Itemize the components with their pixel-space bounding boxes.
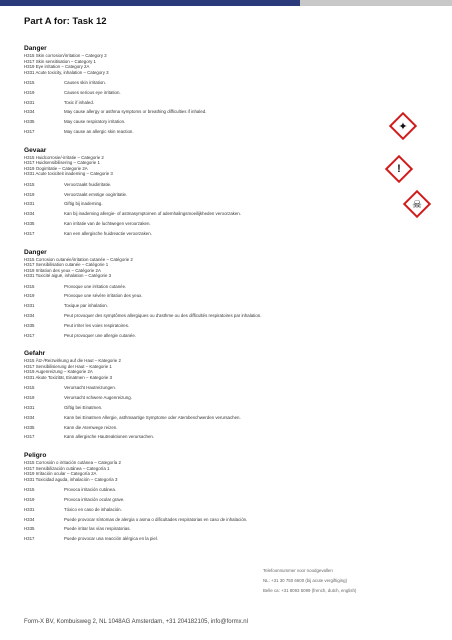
hazard-text: May cause allergy or asthma symptoms or breathing difficulties if inhaled. — [64, 109, 207, 115]
hazard-code: H319 — [24, 89, 35, 95]
classification-line: H315 Corrosion cutanée/irritation cutanée – Catégorie 2 — [24, 256, 133, 262]
hazard-statement-row — [24, 413, 404, 423]
hazard-text: Kann allergische Hautreaktionen verursachen. — [64, 434, 155, 440]
hazard-text: Toxic if inhaled. — [64, 99, 95, 105]
pictogram-symbol: ✦ — [398, 120, 408, 133]
hazard-code: H335 — [24, 424, 35, 430]
hazard-text: Kan een allergische huidreactie veroorzaken. — [64, 230, 152, 236]
hazard-statement-row — [24, 393, 404, 403]
hazard-text: Provoque une irritation cutanée. — [64, 283, 127, 289]
hazard-statement-row — [24, 515, 404, 525]
hazard-text: Causes serious eye irritation. — [64, 89, 121, 95]
classification-line: H315 Ätz-/Reizwirkung auf die Haut – Kategorie 2 — [24, 358, 121, 364]
hazard-code: H319 — [24, 395, 35, 401]
hazard-text: Puede provocar una reacción alérgica en la piel. — [64, 536, 158, 542]
classification-list — [24, 257, 404, 279]
classification-line: H317 Huidsensibilisering – Categorie 1 — [24, 160, 100, 166]
hazard-code: H319 — [24, 293, 35, 299]
classification-line: H319 Irritación ocular – Categoría 2A — [24, 471, 97, 477]
hazard-statement-row — [24, 301, 404, 311]
hazard-statement-row — [24, 229, 404, 239]
classification-line: H331 Acute toxiciteit inademing – Categorie 3 — [24, 171, 113, 177]
top-accent-bar-right — [300, 0, 452, 6]
footer-company-info: Form-X BV, Kombuisweg 2, NL 1048AG Amsterdam, +31 204182105, info@formx.nl — [24, 619, 248, 625]
hazard-statement-row — [24, 219, 404, 229]
hazard-statement-row — [24, 495, 404, 505]
hazard-text: Kan bij inademing allergie- of astmasymptomen of ademhalingsmoeilijkheden veroorzaken. — [64, 211, 241, 217]
hazard-statement-row — [24, 180, 404, 190]
hazard-code: H319 — [24, 191, 35, 197]
hazard-text: Kan irritatie van de luchtwegen veroorzaken. — [64, 220, 151, 226]
hazard-statement-row — [24, 485, 404, 495]
classification-list — [24, 155, 404, 177]
classification-line: H331 Toxicidad aguda, inhalación – Categoría 3 — [24, 476, 118, 482]
hazard-code: H317 — [24, 536, 35, 542]
hazard-code: H335 — [24, 322, 35, 328]
hazard-statement-row — [24, 117, 404, 127]
hazard-code: H315 — [24, 487, 35, 493]
hazard-code: H334 — [24, 211, 35, 217]
classification-line: H315 Huidcorrosie/-irritatie – Categorie 2 — [24, 154, 104, 160]
contact-heading: Telefoonnummer voor noodgevallen — [263, 568, 333, 573]
hazard-statement-row — [24, 432, 404, 442]
hazard-statement-row — [24, 282, 404, 292]
hazard-text: Verursacht schwere Augenreizung. — [64, 395, 132, 401]
hazard-text: Kann bei Einatmen Allergie, asthmaartige Symptome oder Atembeschwerden verursachen. — [64, 414, 241, 420]
language-section — [24, 349, 404, 442]
hazard-text: Peut provoquer une allergie cutanée. — [64, 332, 137, 338]
hazard-text: Veroorzaakt huidirritatie. — [64, 181, 112, 187]
hazard-text: Provoque une sévère irritation des yeux. — [64, 293, 143, 299]
top-accent-bar-left — [0, 0, 300, 6]
classification-list — [24, 460, 404, 482]
section-title: Danger — [24, 248, 47, 256]
classification-line: H319 Irritation des yeux – Catégorie 2A — [24, 267, 101, 273]
hazard-text: Provoca irritación cutánea. — [64, 487, 116, 493]
language-section — [24, 451, 404, 544]
hazard-text: May cause respiratory irritation. — [64, 119, 126, 125]
hazard-statement-row — [24, 505, 404, 515]
hazard-text: Peut irriter les voies respiratoires. — [64, 322, 130, 328]
hazard-code: H317 — [24, 230, 35, 236]
skull-crossbones-icon — [403, 190, 431, 218]
top-accent-bar — [0, 0, 452, 6]
section-title: Gefahr — [24, 350, 46, 358]
hazard-statement-row — [24, 524, 404, 534]
classification-line: H317 Sensibilización cutánea – Categoría 1 — [24, 465, 110, 471]
hazard-code: H331 — [24, 99, 35, 105]
hazard-text: May cause an allergic skin reaction. — [64, 128, 134, 134]
hazard-code: H319 — [24, 496, 35, 502]
classification-line: H317 Sensibilisation cutanée – Catégorie 1 — [24, 262, 109, 268]
classification-line: H317 Skin sensitisation – Category 1 — [24, 58, 96, 64]
section-title: Peligro — [24, 452, 47, 460]
classification-line: H315 Corrosión o irritación cutánea – Categoría 2 — [24, 460, 121, 466]
hazard-text: Giftig bij inademing. — [64, 201, 103, 207]
section-title: Gevaar — [24, 146, 47, 154]
hazard-code: H315 — [24, 181, 35, 187]
contact-line-nl: NL: +31 30 750 6600 (bij acute vergiftiging) — [263, 578, 348, 583]
contact-line-be: Belle ca: +31 8093 5099 (french, dutch, english) — [263, 588, 357, 593]
hazard-code: H317 — [24, 128, 35, 134]
document-title: Part A for: Task 12 — [24, 16, 107, 27]
hazard-statement-row — [24, 331, 404, 341]
hazard-statement-row — [24, 98, 404, 108]
health-hazard-icon — [389, 112, 417, 140]
hazard-statement-row — [24, 78, 404, 88]
hazard-statement-row — [24, 88, 404, 98]
hazard-code: H334 — [24, 312, 35, 318]
hazard-text: Verursacht Hautreizungen. — [64, 385, 116, 391]
classification-list — [24, 53, 404, 75]
hazard-statement-row — [24, 534, 404, 544]
classification-list — [24, 358, 404, 380]
classification-line: H319 Eye irritation – Category 2A — [24, 64, 90, 69]
section-title: Danger — [24, 45, 47, 52]
hazard-code: H335 — [24, 220, 35, 226]
language-section — [24, 248, 404, 341]
classification-line: H331 Toxicité aiguë, inhalation – Catégorie 3 — [24, 273, 112, 279]
hazard-code: H315 — [24, 80, 35, 85]
emergency-contact — [263, 566, 443, 596]
hazard-code: H331 — [24, 506, 35, 512]
hazard-code: H317 — [24, 332, 35, 338]
hazard-statement-row — [24, 209, 404, 219]
hazard-code: H317 — [24, 434, 35, 440]
hazard-statement-row — [24, 321, 404, 331]
hazard-text: Causes skin irritation. — [64, 80, 106, 85]
classification-line: H319 Augenreizung – Kategorie 2A — [24, 369, 93, 375]
hazard-text: Tóxico en caso de inhalación. — [64, 506, 122, 512]
hazard-text: Giftig bei Einatmen. — [64, 404, 103, 410]
hazard-text: Puede irritar las vías respiratorias. — [64, 526, 131, 532]
classification-line: H315 Skin corrosion/irritation – Category 2 — [24, 53, 107, 58]
hazard-code: H331 — [24, 404, 35, 410]
hazard-code: H331 — [24, 201, 35, 207]
language-section — [24, 44, 404, 137]
hazard-statement-row — [24, 190, 404, 200]
hazard-text: Kann die Atemwege reizen. — [64, 424, 118, 430]
hazard-code: H334 — [24, 516, 35, 522]
hazard-statement-row — [24, 291, 404, 301]
hazard-code: H335 — [24, 526, 35, 532]
hazard-text: Provoca irritación ocular grave. — [64, 496, 125, 502]
hazard-statement-row — [24, 107, 404, 117]
hazard-statements — [24, 44, 404, 553]
hazard-text: Peut provoquer des symptômes allergiques ou d'asthme ou des difficultés respiratoires par inhalation. — [64, 312, 262, 318]
hazard-statement-row — [24, 423, 404, 433]
classification-line: H319 Oogirritatie – Categorie 2A — [24, 165, 88, 171]
hazard-text: Puede provocar síntomas de alergia o asma o dificultades respiratorias en caso de inhalación. — [64, 516, 248, 522]
exclamation-mark-icon — [385, 155, 413, 183]
classification-line: H317 Sensibilisierung der Haut – Kategorie 1 — [24, 363, 112, 369]
hazard-code: H315 — [24, 283, 35, 289]
hazard-code: H335 — [24, 119, 35, 125]
hazard-statement-row — [24, 199, 404, 209]
hazard-code: H334 — [24, 109, 35, 115]
classification-line: H331 Akute Toxizität, Einatmen – Kategorie 3 — [24, 374, 113, 380]
hazard-statement-row — [24, 403, 404, 413]
hazard-statement-row — [24, 383, 404, 393]
hazard-statement-row — [24, 311, 404, 321]
hazard-code: H334 — [24, 414, 35, 420]
hazard-code: H331 — [24, 303, 35, 309]
hazard-statement-row — [24, 127, 404, 137]
pictogram-symbol: ! — [397, 163, 401, 175]
pictogram-symbol: ☠ — [412, 198, 422, 211]
language-section — [24, 146, 404, 239]
classification-line: H331 Acute toxicity, inhalation – Category 3 — [24, 69, 109, 75]
hazard-text: Veroorzaakt ernstige oogirritatie. — [64, 191, 128, 197]
hazard-text: Toxique par inhalation. — [64, 303, 108, 309]
hazard-code: H315 — [24, 385, 35, 391]
